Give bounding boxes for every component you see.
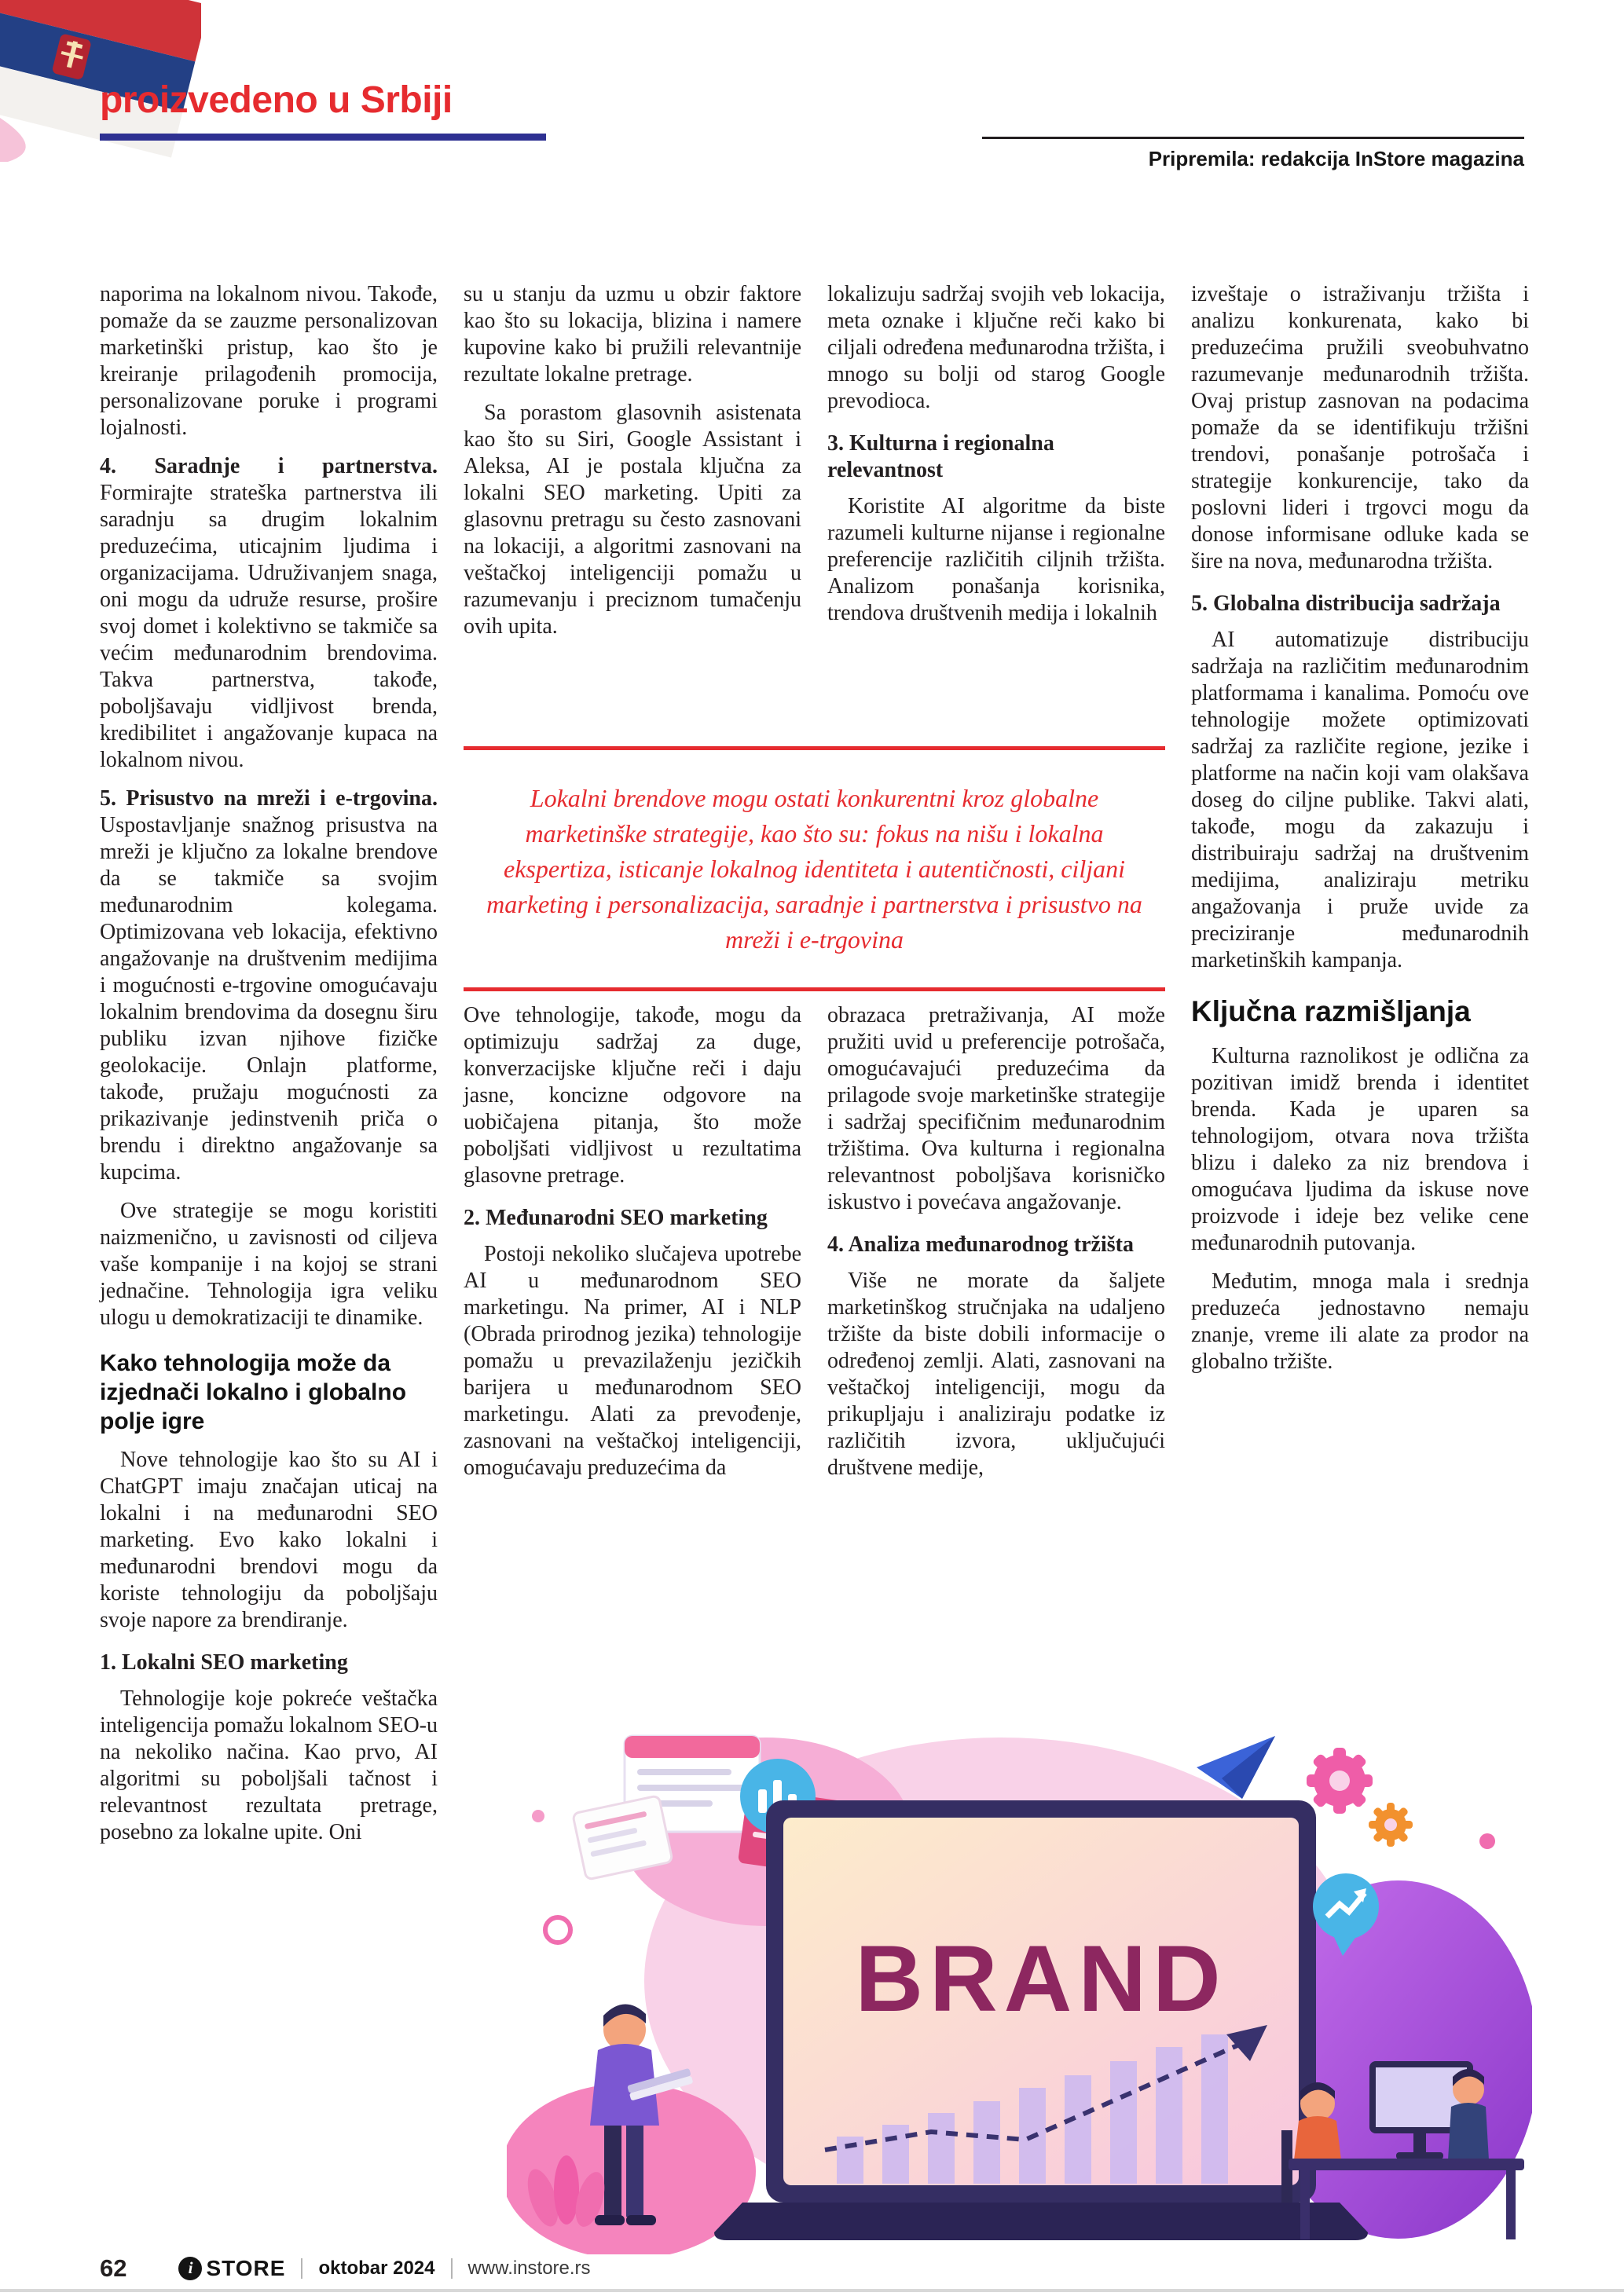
brand-text: BRAND [855,1926,1227,2031]
instore-logo [178,2257,285,2280]
footer-divider [451,2258,453,2279]
paragraph-lead: 4. Saradnje i partnerstva. [100,454,438,478]
title-underline [100,134,546,141]
footer-divider [301,2258,302,2279]
subsection-heading: 4. Analiza međunarodnog tržišta [827,1232,1134,1257]
website-url: www.instore.rs [467,2257,591,2279]
article-column-4 [1191,281,1529,1719]
paragraph: naporima na lokalnom nivou. Takođe, pomaže da se zauzme personalizovan marketinški pristup, kao što je kreiranje prilagođenih promocija, personalizovane poruke i programi lojalnosti. [100,282,438,440]
paragraph: Kulturna raznolikost je odlična za pozitivan imidž brenda i identitet brenda. Kada je uparen sa tehnologijom, otvara nova tržišta blizu i daleko za niz brendova i omogućava ljudima da iskuse nove proizvode i ideje bez velike cene međunarodnih putovanja. [1191,1044,1529,1255]
paragraph: obrazaca pretraživanja, AI može pružiti uvid u preferencije potrošača, omogućavajući preduzećima da prilagode svoje marketinške strategije i sadržaj specifičnim međunarodnim tržištima. Ova kulturna i regionalna relevantnost poboljšava korisničko iskustvo i povećava angažovanje. [827,1003,1165,1214]
article-column-2-top [464,281,801,652]
paragraph: AI automatizuje distribuciju sadržaja na različitim međunarodnim platformama i kanalima. Pomoću ove tehnologije možete optimizovati sadržaj za različite regione, jezike i platforme na način koji vam olakšava doseg do ciljne publike. Takvi alati, takođe, mogu da zakazuju i distribuiraju sadržaj na društvenim medijima, analiziraju metriku angažovanja i pruže uvide za preciziranje međunarodnih marketinških kampanja. [1191,628,1529,972]
circle-decoration [545,1917,570,1943]
paragraph: Međutim, mnoga mala i srednja preduzeća jednostavno nemaju znanje, vreme ili alate za prodor na globalno tržište. [1191,1269,1529,1374]
pull-quote: Lokalni brendove mogu ostati konkurentni kroz globalne marketinške strategije, kao što su: fokus na nišu i lokalna ekspertiza, isticanje lokalnog identiteta i autentičnosti, ciljani marketing i personalizacija, saradnje i partnerstva i prisustvo na mreži i e-trgovina [464,746,1165,991]
page-footer [100,2256,1524,2280]
laptop-icon [714,1800,1368,2240]
subsection-heading: 3. Kulturna i regionalna relevantnost [827,431,1054,482]
paragraph-lead: 5. Prisustvo na mreži i e-trgovina. [100,786,438,811]
dot-decoration [532,1810,544,1822]
paragraph: Postoji nekoliko slučajeva upotrebe AI u međunarodnom SEO marketingu. Na primer, AI i NLP (Obrada prirodnog jezika) tehnologije pomažu u prevazilaženju jezičkih barijera u međunarodnom SEO marketingu. Alati za prevođenje, zasnovani na veštačkoj inteligenciji, omogućavaju preduzećima da [464,1242,801,1480]
brand-illustration [507,1722,1532,2254]
paragraph: 5. Prisustvo na mreži i e-trgovina. Uspostavljanje snažnog prisustva na mreži je ključno za lokalne brendove da se takmiče sa svojim međunarodnim kolegama. Optimizovana veb lokacija, efektivno angažovanje na društvenim medijima i mogućnosti e-trgovine omogućavaju lokalnim brendovima da dosegnu širu publiku izvan njihove fizičke geolokacije. Onlajn platforme, takođe, pružaju mogućnosti za prikazivanje jedinstvenih priča o brendu i direktno angažovanje sa kupcima. [100,786,438,1185]
paragraph: Nove tehnologije kao što su AI i ChatGPT imaju značajan uticaj na lokalni i na međunarodni SEO marketing. Evo kako lokalni i međunarodni brendovi mogu da koriste tehnologiju da poboljšaju svoje napore za brendiranje. [100,1448,438,1632]
gear-icon [1369,1803,1413,1847]
instore-logo-icon: i [178,2257,202,2280]
paragraph: Tehnologije koje pokreće veštačka inteligencija pomažu lokalnom SEO-u na nekoliko načina. Kao prvo, AI algoritmi su poboljšali tačnost i relevantnost rezultata pretrage, posebno za lokalne upite. Oni [100,1686,438,1844]
bottom-rule [0,2289,1624,2292]
page-number: 62 [100,2254,127,2282]
gear-icon [1307,1748,1373,1814]
article-column-2-bottom [464,1002,801,1493]
paragraph: Više ne morate da šaljete marketinškog stručnjaka na udaljeno tržište da biste dobili informacije o određenoj zemlji. Alati, zasnovani na veštačkoj inteligenciji, mogu da prikupljaju i analiziraju podatke iz različitih izvora, uključujući društvene medije, [827,1269,1165,1480]
paragraph: Ove strategije se mogu koristiti naizmenično, u zavisnosti od ciljeva vaše kompanije i na kojoj se strani jednačine. Tehnologija igra veliku ulogu u demokratizaciji te dinamike. [100,1199,438,1330]
paragraph: Sa porastom glasovnih asistenata kao što su Siri, Google Assistant i Aleksa, AI je postala ključna za lokalni SEO marketing. Upiti za glasovnu pretragu su često zasnovani na lokaciji, a algoritmi zasnovani na veštačkoj inteligenciji pomažu u razumevanju i preciznom tumačenju ovih upita. [464,401,801,639]
paragraph: 4. Saradnje i partnerstva. Formirajte strateška partnerstva ili saradnju sa drugim lokalnim preduzećima, uticajnim ljudima i organizacijama. Udruživanjem snaga, oni mogu da udruže resurse, prošire svoj domet i kolektivno se takmiče sa većim međunarodnim brendovima. Takva partnerstva, takođe, poboljšavaju vidljivost brenda, kredibilitet i angažovanje kupaca na lokalnom nivou. [100,454,438,772]
laptop-base [714,2203,1368,2240]
issue-date: oktobar 2024 [318,2257,435,2279]
page-title: proizvedeno u Srbiji [100,79,453,121]
subsection-heading: 5. Globalna distribucija sadržaja [1191,591,1501,616]
article-column-1 [100,281,438,2245]
article-column-3-top [827,281,1165,639]
article-column-3-bottom [827,1002,1165,1493]
instore-logo-text: STORE [206,2255,286,2280]
subsection-heading: 2. Međunarodni SEO marketing [464,1206,768,1230]
subsection-heading: 1. Lokalni SEO marketing [100,1650,348,1675]
paragraph: su u stanju da uzmu u obzir faktore kao što su lokacija, blizina i namere kupovine kako bi pružili relevantnije rezultate lokalne pretrage. [464,282,801,386]
paragraph: Koristite AI algoritme da biste razumeli kulturne nijanse i regionalne preferencije različitih ciljnih tržišta. Analizom ponašanja korisnika, trendova društvenih medija i lokalnih [827,494,1165,625]
byline: Pripremila: redakcija InStore magazina [982,137,1524,172]
dot-decoration [1479,1833,1495,1849]
paragraph: Ove tehnologije, takođe, mogu da optimizuju sadržaj za duge, konverzacijske ključne reči i daju jasne, koncizne odgovore na uobičajena pitanja, što može poboljšati vidljivost u rezultatima glasovne pretrage. [464,1003,801,1188]
section-heading-large: Ključna razmišljanja [1191,995,1471,1027]
paragraph: izveštaje o istraživanju tržišta i analizu konkurenata, kako bi preduzećima pružili sveobuhvatno razumevanje međunarodnih tržišta. Ovaj pristup zasnovan na podacima pomaže da se identifikuju tržišni trendovi, ponašanje potrošača i strategije konkurencije, tako da poslovni lideri i trgovci mogu da donose informisane odluke kada se šire na nova, međunarodna tržišta. [1191,282,1529,573]
paragraph: lokalizuju sadržaj svojih veb lokacija, meta oznake i ključne reči kako bi ciljali određena međunarodna tržišta, i mnogo su bolji od starog Google prevodioca. [827,282,1165,413]
section-heading: Kako tehnologija može da izjednači lokalno i globalno polje igre [100,1350,407,1434]
